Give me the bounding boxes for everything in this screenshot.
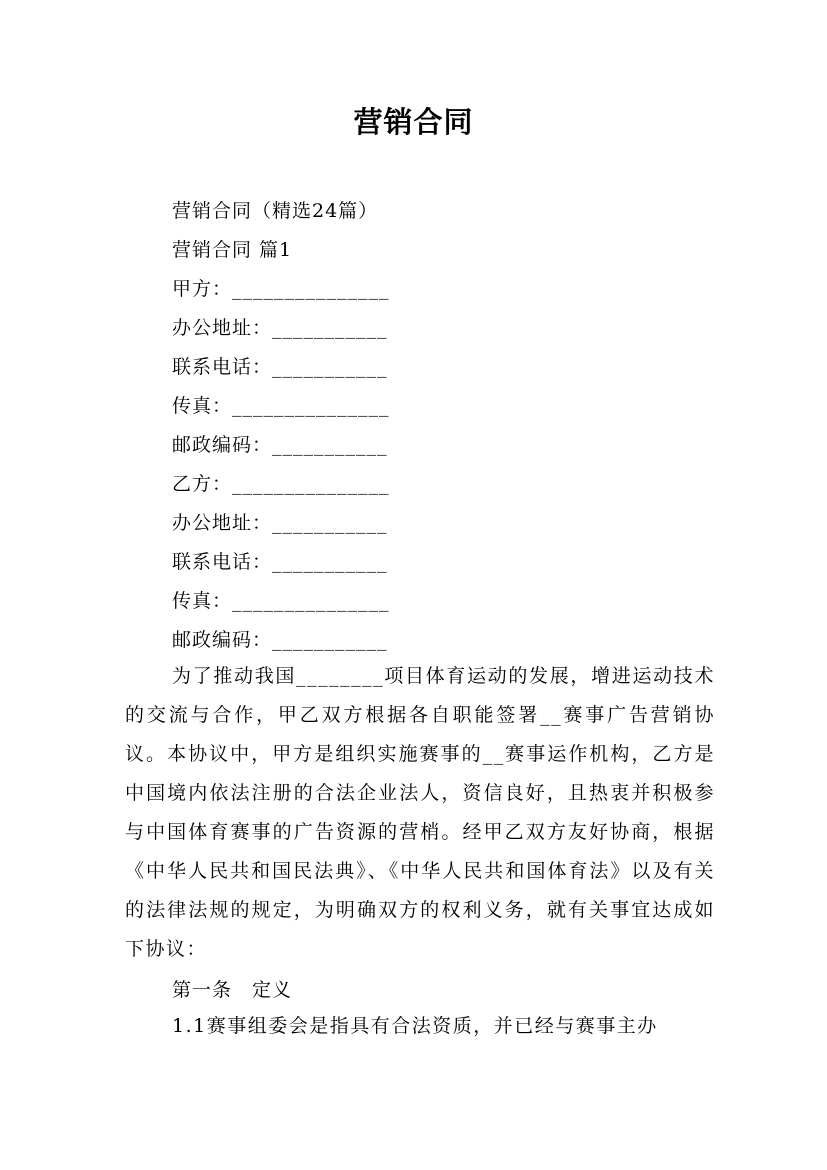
document-title: 营销合同 xyxy=(353,105,474,139)
party-a-postcode-field: 邮政编码：___________ xyxy=(172,434,388,456)
party-b-address-field: 办公地址：___________ xyxy=(172,512,388,534)
subtitle-collection: 营销合同（精选24篇） xyxy=(172,200,379,222)
party-b-postcode-field: 邮政编码：___________ xyxy=(172,629,388,651)
party-a-phone-field: 联系电话：___________ xyxy=(172,356,388,378)
party-b-field: 乙方：_______________ xyxy=(172,473,390,495)
party-a-address-field: 办公地址：___________ xyxy=(172,317,388,339)
party-b-phone-field: 联系电话：___________ xyxy=(172,551,388,573)
preamble-paragraph: 为了推动我国________项目体育运动的发展，增进运动技术的交流与合作，甲乙双方根据各自职能签署__赛事广告营销协议。本协议中，甲方是组织实施赛事的__赛事运作机构，乙方是中国境内依法注册的合法企业法人，资信良好，且热衷并积极参与中国体育赛事的广告资源的营梢。经甲乙双方友好协商，根据《中华人民共和国民法典》、《中华人民共和国体育法》以及有关的法律法规的规定，为明确双方的权利义务，就有关事宜达成如下协议： xyxy=(125,665,715,960)
clause-1-1-paragraph: 1.1赛事组委会是指具有合法资质，并已经与赛事主办 xyxy=(172,1015,658,1037)
subtitle-chapter: 营销合同 篇1 xyxy=(172,239,293,261)
party-a-field: 甲方：_______________ xyxy=(172,278,390,300)
party-b-fax-field: 传真：_______________ xyxy=(172,590,390,612)
section-heading-definitions: 第一条 定义 xyxy=(172,979,293,1001)
party-a-fax-field: 传真：_______________ xyxy=(172,395,390,417)
